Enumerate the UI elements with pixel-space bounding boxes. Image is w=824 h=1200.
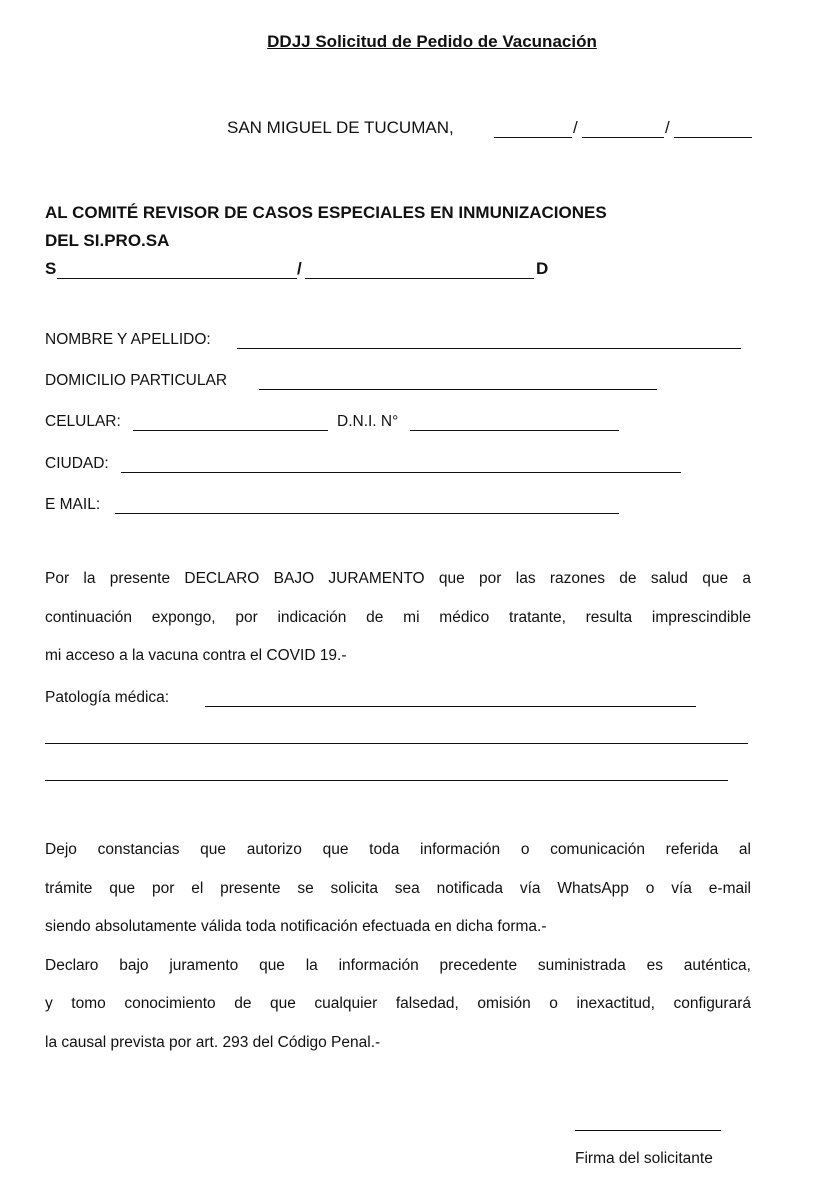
sd-start: S: [45, 259, 57, 278]
consent-line: Dejo constancias que autorizo que toda información o comunicación referida al: [45, 841, 751, 858]
consent-line: Declaro bajo juramento que la información precedente suministrada es auténtica,: [45, 956, 751, 974]
consent-line: y tomo conocimiento de que cualquier falsedad, omisión o inexactitud, configurará: [45, 995, 751, 1012]
declaration-line: Por la presente DECLARO BAJO JURAMENTO que por las razones de salud que a: [45, 570, 751, 587]
date-month-field[interactable]: [582, 137, 664, 138]
sd-blank-left[interactable]: [57, 278, 297, 279]
sd-blank-right[interactable]: [305, 278, 534, 279]
city-field[interactable]: [121, 472, 681, 473]
phone-field[interactable]: [133, 430, 328, 431]
declaration-paragraph: [45, 560, 751, 676]
date-day-field[interactable]: [494, 137, 572, 138]
address-label: DOMICILIO PARTICULAR: [45, 372, 228, 389]
declaration-line: continuación expongo, por indicación de mi médico tratante, resulta imprescindible: [45, 608, 751, 626]
consent-line: trámite que por el presente se solicita sea notificada vía WhatsApp o vía e-mail: [45, 879, 751, 897]
consent-paragraph: [45, 831, 751, 1062]
signature-field[interactable]: [575, 1130, 721, 1131]
dni-field[interactable]: [410, 430, 619, 431]
date-year-field[interactable]: [674, 137, 752, 138]
pathology-field-continued[interactable]: [45, 780, 728, 781]
consent-line: siendo absolutamente válida toda notificación efectuada en dicha forma.-: [45, 918, 547, 935]
sd-end: D: [536, 259, 549, 278]
document-title: DDJJ Solicitud de Pedido de Vacunación: [267, 32, 597, 51]
email-field[interactable]: [115, 513, 619, 514]
addressee-line-2: DEL SI.PRO.SA: [45, 231, 170, 250]
date-separator: /: [665, 118, 670, 137]
email-label: E MAIL:: [45, 496, 101, 513]
date-separator: /: [573, 118, 578, 137]
place-label: SAN MIGUEL DE TUCUMAN,: [227, 118, 454, 137]
signature-label: Firma del solicitante: [575, 1150, 713, 1167]
addressee-line-1: AL COMITÉ REVISOR DE CASOS ESPECIALES EN INMUNIZACIONES: [45, 203, 607, 222]
phone-label: CELULAR:: [45, 413, 121, 430]
pathology-label: Patología médica:: [45, 689, 170, 706]
sd-separator: /: [297, 259, 302, 278]
pathology-field-continued[interactable]: [45, 743, 748, 744]
city-label: CIUDAD:: [45, 455, 109, 472]
pathology-field[interactable]: [205, 706, 696, 707]
name-field[interactable]: [237, 348, 741, 349]
address-field[interactable]: [259, 389, 657, 390]
declaration-line: mi acceso a la vacuna contra el COVID 19.-: [45, 647, 347, 664]
name-label: NOMBRE Y APELLIDO:: [45, 331, 211, 348]
dni-label: D.N.I. N°: [337, 413, 399, 430]
consent-line: la causal prevista por art. 293 del Código Penal.-: [45, 1033, 381, 1051]
